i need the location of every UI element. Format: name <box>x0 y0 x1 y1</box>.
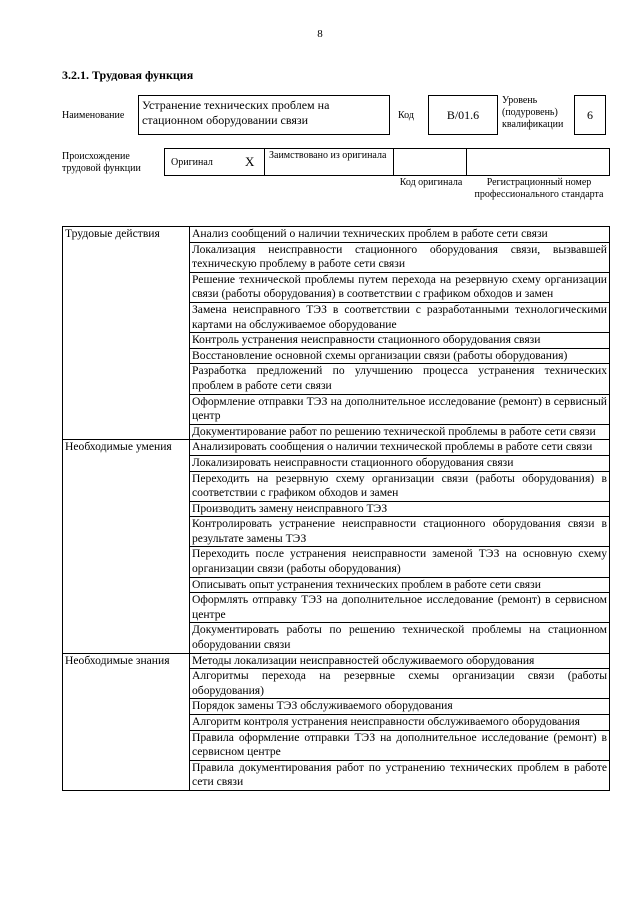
level-label: Уровень (подуровень) квалификации <box>502 95 564 130</box>
original-mark: X <box>245 154 255 169</box>
item-cell: Документирование работ по решению технической проблемы в работе сети связи <box>190 424 610 440</box>
item-cell: Порядок замены ТЭЗ обслуживаемого оборудования <box>190 699 610 715</box>
item-cell: Правила оформление отправки ТЭЗ на дополнительное исследование (ремонт) в сервисном центре <box>190 730 610 760</box>
category-cell: Необходимые знания <box>63 653 190 790</box>
item-cell: Производить замену неисправного ТЭЗ <box>190 501 610 517</box>
item-cell: Переходить после устранения неисправности заменой ТЭЗ на основную схему организации связи (работы оборудования) <box>190 547 610 577</box>
item-cell: Анализ сообщений о наличии технических проблем в работе сети связи <box>190 227 610 243</box>
item-cell: Восстановление основной схемы организации связи (работы оборудования) <box>190 348 610 364</box>
code-label: Код <box>398 110 414 121</box>
origin-box <box>164 148 610 176</box>
item-cell: Методы локализации неисправностей обслуживаемого оборудования <box>190 653 610 669</box>
origin-original-cell <box>165 149 265 175</box>
item-cell: Локализировать неисправности стационного оборудования связи <box>190 455 610 471</box>
category-cell: Трудовые действия <box>63 227 190 440</box>
item-cell: Алгоритмы перехода на резервные схемы организации связи (работы оборудования) <box>190 669 610 699</box>
origin-code-cell <box>394 149 467 175</box>
code-caption: Код оригинала <box>399 177 463 188</box>
category-cell: Необходимые умения <box>63 440 190 653</box>
origin-reg-cell <box>467 149 609 175</box>
function-table <box>62 226 610 791</box>
item-cell: Переходить на резервную схему организации связи (работы оборудования) в соответствии с графиком обходов и замен <box>190 471 610 501</box>
function-code: B/01.6 <box>428 95 498 135</box>
table-row <box>63 227 610 243</box>
item-cell: Правила документирования работ по устранению технических проблем в работе сети связи <box>190 760 610 790</box>
table-row <box>63 653 610 669</box>
item-cell: Контролировать устранение неисправности стационного оборудования связи в результате замены ТЭЗ <box>190 517 610 547</box>
item-cell: Документировать работы по решению технической проблемы на стационном оборудовании связи <box>190 623 610 653</box>
item-cell: Решение технической проблемы путем перехода на резервную схему организации связи (работы оборудования) в соответствии с графиком обходов и замен <box>190 272 610 302</box>
item-cell: Алгоритм контроля устранения неисправности обслуживаемого оборудования <box>190 715 610 731</box>
item-cell: Замена неисправного ТЭЗ в соответствии с разработанными технологическими картами на обслуживаемое оборудование <box>190 302 610 332</box>
origin-borrowed-cell <box>265 149 394 175</box>
item-cell: Контроль устранения неисправности стационного оборудования связи <box>190 333 610 349</box>
section-title: 3.2.1. Трудовая функция <box>62 68 194 82</box>
reg-caption: Регистрационный номер профессионального стандарта <box>474 177 604 200</box>
table-row <box>63 440 610 456</box>
page-number: 8 <box>317 28 323 40</box>
item-cell: Оформлять отправку ТЭЗ на дополнительное исследование (ремонт) в сервисном центре <box>190 593 610 623</box>
borrowed-label: Заимствовано из оригинала <box>269 150 387 161</box>
qualification-level: 6 <box>574 95 606 135</box>
function-name: Устранение технических проблем на стационном оборудовании связи <box>138 95 390 135</box>
item-cell: Оформление отправки ТЭЗ на дополнительное исследование (ремонт) в сервисный центр <box>190 394 610 424</box>
item-cell: Описывать опыт устранения технических проблем в работе сети связи <box>190 577 610 593</box>
item-cell: Анализировать сообщения о наличии технической проблемы в работе сети связи <box>190 440 610 456</box>
name-label: Наименование <box>62 110 125 121</box>
item-cell: Локализация неисправности стационного оборудования связи, вызвавшей техническую проблему в работе сети связи <box>190 242 610 272</box>
original-label: Оригинал <box>171 157 213 168</box>
origin-label: Происхождение трудовой функции <box>62 151 141 174</box>
item-cell: Разработка предложений по улучшению процесса устранения технических проблем в работе сети связи <box>190 364 610 394</box>
